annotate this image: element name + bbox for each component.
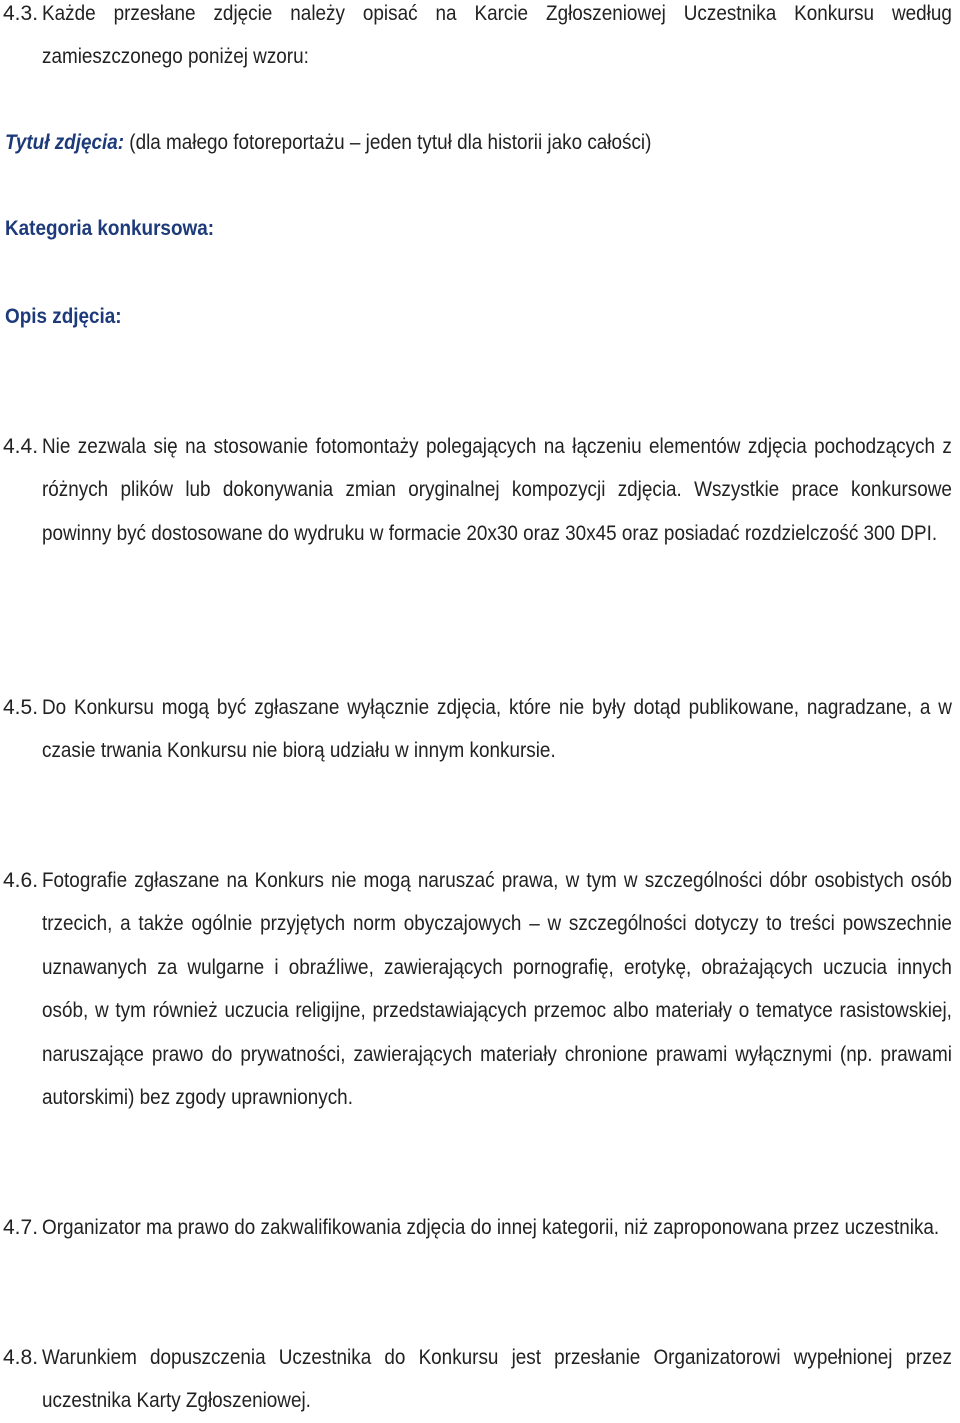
section-4-6 (0, 859, 956, 1119)
form-title-field (5, 128, 651, 158)
section-number: 4.7. (3, 1216, 39, 1239)
section-text: Fotografie zgłaszane na Konkurs nie mogą naruszać prawa, w tym w szczególności dóbr osobistych osób trzecich, a także ogólnie przyjętych norm obyczajowych – w szczególności dotyczy to treści powszechnie uznawanych za wulgarne i obraźliwe, zawierających pornografię, erotykę, obrażających uczucia innych osób, w tym również uczucia religijne, przedstawiających przemoc albo materiały o tematyce rasistowskiej, naruszające prawo do prywatności, zawierających materiały chronione prawami wyłącznymi (np. prawami autorskimi) bez zgody uprawnionych. (42, 869, 952, 1110)
section-number: 4.8. (3, 1346, 39, 1369)
section-number: 4.6. (3, 869, 39, 892)
section-4-4 (0, 425, 956, 555)
section-4-7 (0, 1206, 956, 1249)
section-4-3 (0, 0, 956, 79)
description-label: Opis zdjęcia: (5, 305, 122, 328)
section-number: 4.4. (3, 435, 39, 458)
section-text: Organizator ma prawo do zakwalifikowania zdjęcia do innej kategorii, niż zaproponowana przez uczestnika. (42, 1216, 940, 1239)
section-number: 4.3. (3, 2, 39, 25)
section-4-8 (0, 1336, 956, 1423)
section-text: Do Konkursu mogą być zgłaszane wyłącznie zdjęcia, które nie były dotąd publikowane, nagradzane, a w czasie trwania Konkursu nie biorą udziału w innym konkursie. (42, 696, 952, 763)
section-text: Warunkiem dopuszczenia Uczestnika do Konkursu jest przesłanie Organizatorowi wypełnionej przez uczestnika Karty Zgłoszeniowej. (42, 1346, 952, 1413)
section-4-5 (0, 686, 956, 773)
title-label: Tytuł zdjęcia: (5, 131, 125, 154)
form-description-field (5, 302, 122, 332)
form-category-field (5, 214, 214, 244)
title-note: (dla małego fotoreportażu – jeden tytuł dla historii jako całości) (129, 131, 652, 154)
section-number: 4.5. (3, 696, 39, 719)
category-label: Kategoria konkursowa: (5, 217, 215, 240)
section-text: Każde przesłane zdjęcie należy opisać na Karcie Zgłoszeniowej Uczestnika Konkursu według zamieszczonego poniżej wzoru: (42, 2, 952, 69)
section-text: Nie zezwala się na stosowanie fotomontaży polegających na łączeniu elementów zdjęcia pochodzących z różnych plików lub dokonywania zmian oryginalnej kompozycji zdjęcia. Wszystkie prace konkursowe powinny być dostosowane do wydruku w formacie 20x30 oraz 30x45 oraz posiadać rozdzielczość 300 DPI. (42, 435, 952, 545)
